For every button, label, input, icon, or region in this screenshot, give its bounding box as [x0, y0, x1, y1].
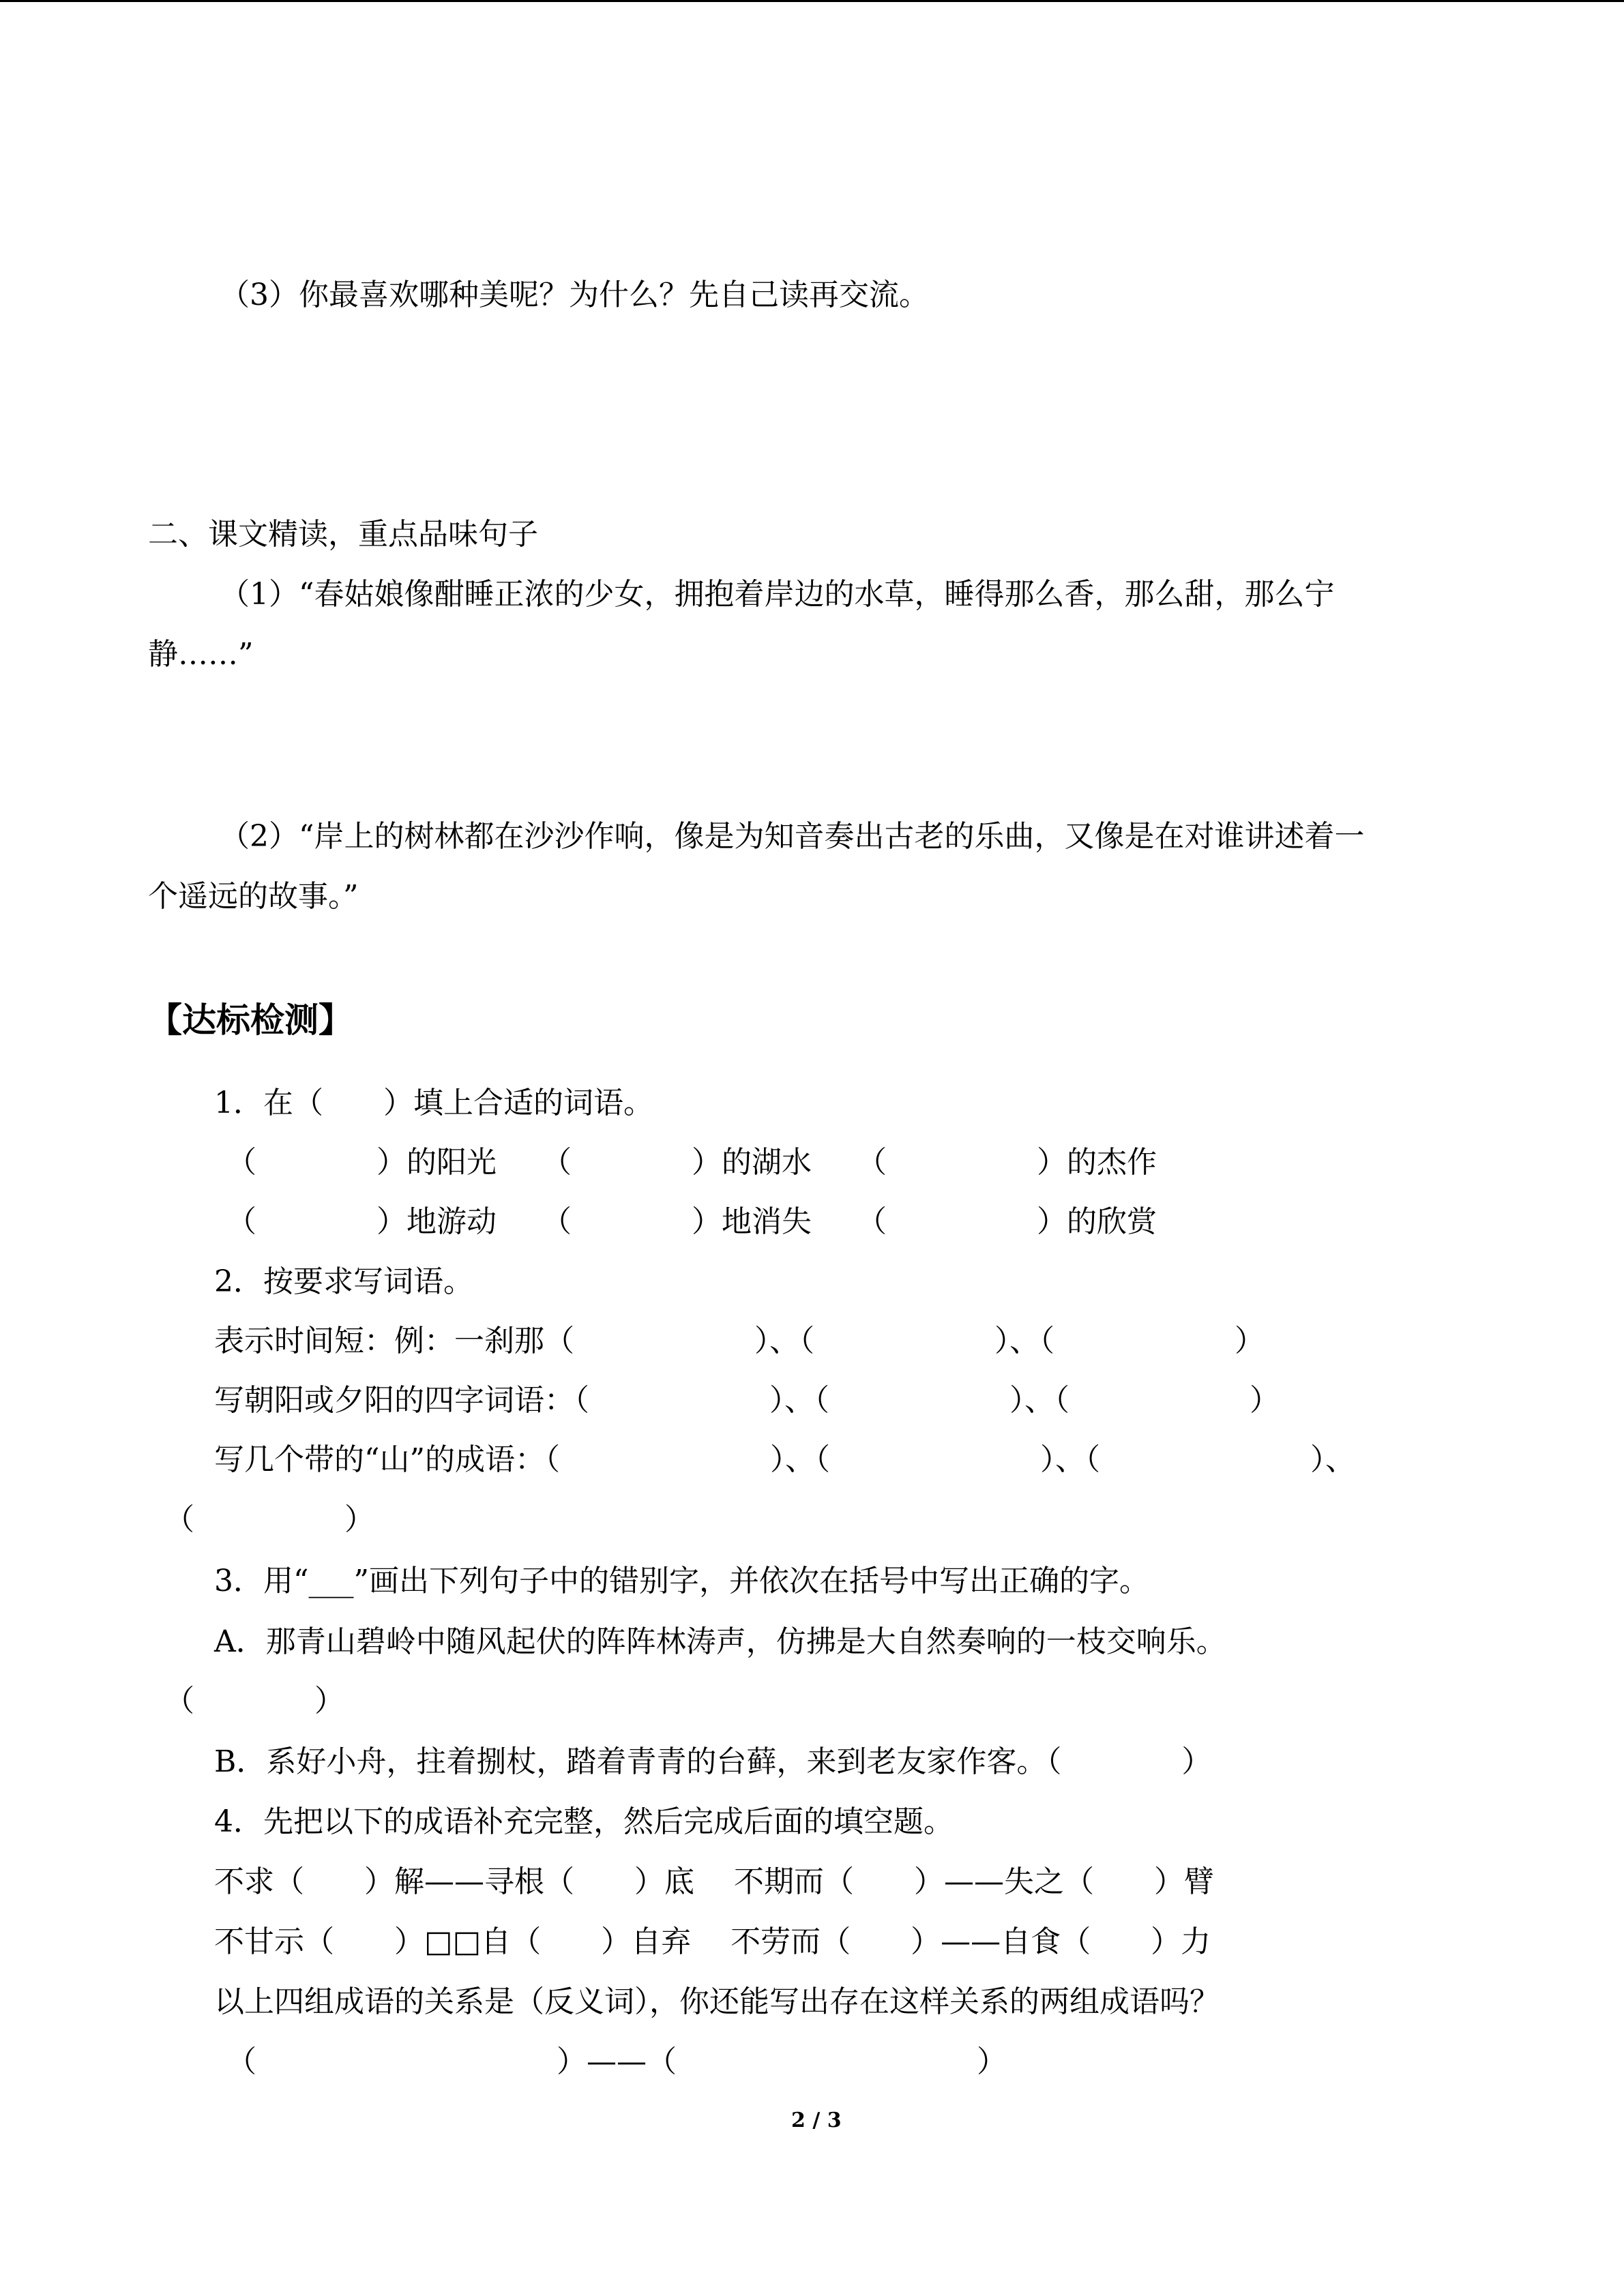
- page-number: 2 / 3: [791, 2108, 842, 2132]
- q2-line-b: 写朝阳或夕阳的四字词语：（ ）、（ ）、（ ）: [214, 1383, 1280, 1418]
- q2-instruction: 2．按要求写词语。: [214, 1264, 473, 1299]
- q2-line-a: 表示时间短：例：一刹那（ ）、（ ）、（ ）: [214, 1324, 1265, 1358]
- q4-idiom-row-2: 不甘示（ ）□□自（ ）自弃 不劳而（ ）——自食（ ）力: [214, 1924, 1211, 1959]
- section-2-title: 二、课文精读，重点品味句子: [148, 517, 538, 552]
- q3-sentence-b: B．系好小舟，拄着捌杖，踏着青青的台藓，来到老友家作客。（ ）: [214, 1744, 1212, 1779]
- q4-instruction: 4．先把以下的成语补充完整，然后完成后面的填空题。: [214, 1804, 954, 1839]
- q3-sentence-a: A．那青山碧岭中随风起伏的阵阵林涛声，仿拂是大自然奏响的一枝交响乐。: [214, 1624, 1226, 1659]
- test-heading: 【达标检测】: [148, 1000, 353, 1040]
- q4-question: 以上四组成语的关系是（反义词），你还能写出存在这样关系的两组成语吗？: [214, 1984, 1220, 2019]
- q4-answer-blanks: （ ）——（ ）: [226, 2044, 1007, 2079]
- q4-idiom-row-1: 不求（ ）解——寻根（ ）底 不期而（ ）——失之（ ）臂: [214, 1864, 1214, 1899]
- q3-sentence-a-answer: （ ）: [164, 1684, 344, 1718]
- q2-line-c: 写几个带的“山”的成语：（ ）、（ ）、（ ）、: [214, 1442, 1355, 1477]
- q1-blank-row-1: （ ）的阳光 （ ）的湖水 （ ）的杰作: [226, 1145, 1157, 1180]
- sentence-1-line-1: （1）“春姑娘像酣睡正浓的少女，拥抱着岸边的水草，睡得那么香，那么甜，那么宁: [220, 577, 1335, 612]
- sentence-2-line-2: 个遥远的故事。”: [148, 879, 359, 914]
- q3-instruction: 3．用“___”画出下列句子中的错别字，并依次在括号中写出正确的字。: [214, 1564, 1149, 1598]
- page-top-border: [0, 0, 1624, 2]
- q1-instruction: 1．在（ ）填上合适的词语。: [214, 1086, 653, 1120]
- sentence-1-line-2: 静……”: [148, 637, 254, 672]
- question-3-line: （3）你最喜欢哪种美呢？为什么？先自己读再交流。: [220, 278, 929, 312]
- sentence-2-line-1: （2）“岸上的树林都在沙沙作响，像是为知音奏出古老的乐曲，又像是在对谁讲述着一: [220, 819, 1365, 854]
- q2-line-c-continued: （ ）: [164, 1502, 374, 1537]
- q1-blank-row-2: （ ）地游动 （ ）地消失 （ ）的欣赏: [226, 1204, 1157, 1239]
